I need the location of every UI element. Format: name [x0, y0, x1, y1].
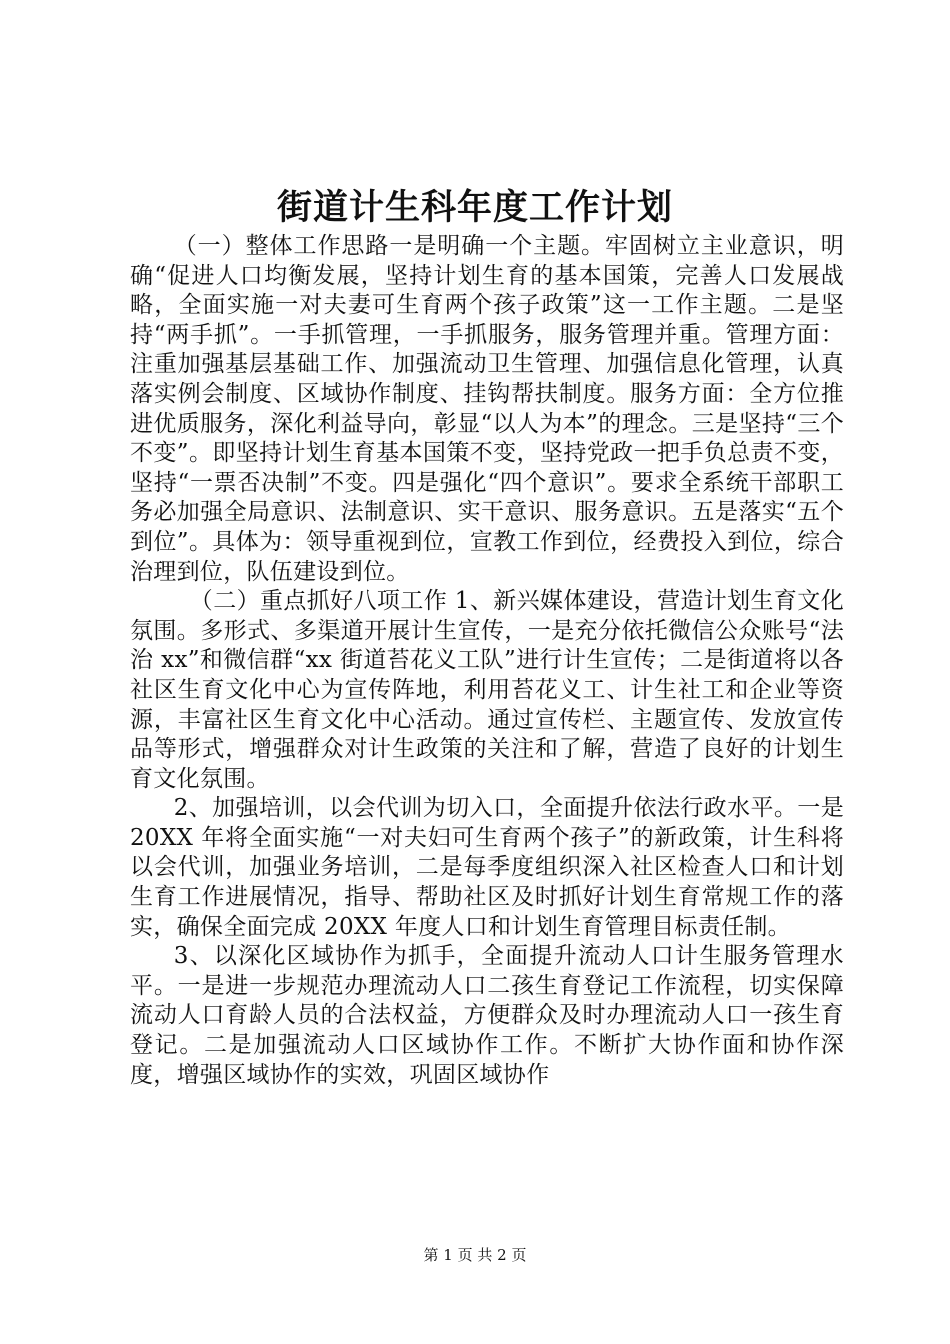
paragraph-key-tasks: （二）重点抓好八项工作 1、新兴媒体建设，营造计划生育文化氛围。多形式、多渠道开展计生宣传，一是充分依托微信公众账号“法治 xx”和微信群“xx 街道苔花义工队”进行计生宣传；二是街道将以各社区生育文化中心为宣传阵地，利用苔花义工、计生社工和企业等资源，丰富社区生育文化中心活动。通过宣传栏、主题宣传、发放宣传品等形式，增强群众对计生政策的关注和了解，营造了良好的计划生育文化氛围。 — [130, 588, 844, 792]
paragraph-training: 2、加强培训，以会代训为切入口，全面提升依法行政水平。一是 20XX 年将全面实施“一对夫妇可生育两个孩子”的新政策，计生科将以会代训，加强业务培训，二是每季度组织深入社区检查人口和计划生育工作进展情况，指导、帮助社区及时抓好计划生育常规工作的落实，确保全面完成 20XX 年度人口和计划生育管理目标责任制。 — [130, 795, 844, 940]
page-footer: 第 1 页 共 2 页 — [423, 1246, 527, 1264]
paragraph-regional-cooperation: 3、以深化区域协作为抓手，全面提升流动人口计生服务管理水平。一是进一步规范办理流动人口二孩生育登记工作流程，切实保障流动人口育龄人员的合法权益，方便群众及时办理流动人口一孩生育登记。二是加强流动人口区域协作工作。不断扩大协作面和协作深度，增强区域协作的实效，巩固区域协作 — [130, 943, 844, 1088]
paragraph-overall-approach: （一）整体工作思路一是明确一个主题。牢固树立主业意识，明确“促进人口均衡发展，坚持计划生育的基本国策，完善人口发展战略，全面实施一对夫妻可生育两个孩子政策”这一工作主题。二是坚持“两手抓”。一手抓管理，一手抓服务，服务管理并重。管理方面：注重加强基层基础工作、加强流动卫生管理、加强信息化管理，认真落实例会制度、区域协作制度、挂钩帮扶制度。服务方面：全方位推进优质服务，深化利益导向，彰显“以人为本”的理念。三是坚持“三个不变”。即坚持计划生育基本国策不变，坚持党政一把手负总责不变，坚持“一票否决制”不变。四是强化“四个意识”。要求全系统干部职工务必加强全局意识、法制意识、实干意识、服务意识。五是落实“五个到位”。具体为：领导重视到位，宣教工作到位，经费投入到位，综合治理到位，队伍建设到位。 — [130, 233, 844, 585]
document-body — [130, 232, 844, 1090]
document-title: 街道计生科年度工作计划 — [276, 187, 673, 228]
